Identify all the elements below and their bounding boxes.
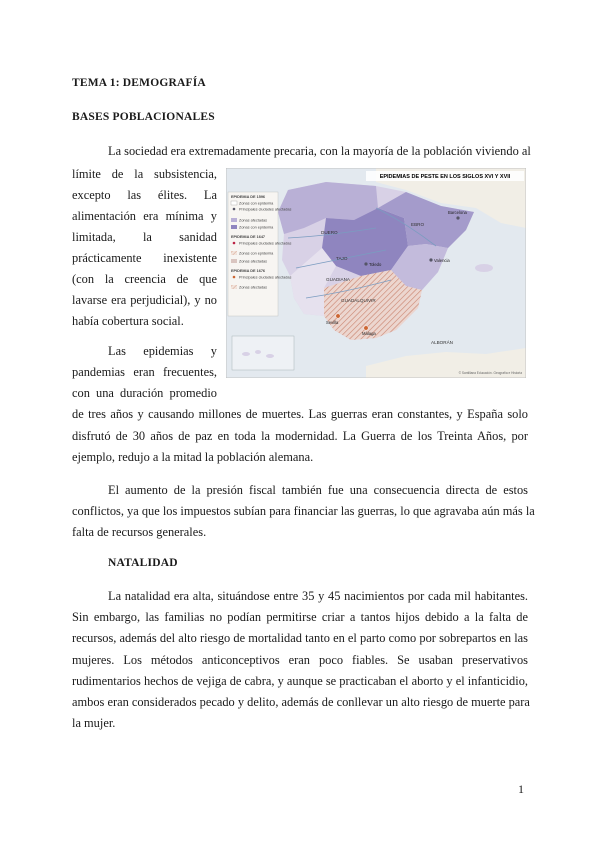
map-title: EPIDEMIAS DE PESTE EN LOS SIGLOS XVI Y XVII	[379, 174, 511, 180]
river-label: GUADALQUIVIR	[341, 298, 376, 303]
legend-group-1647: EPIDEMIA DE 1647	[231, 235, 266, 239]
paragraph-line: La natalidad era alta, situándose entre 35 y 45 nacimientos por cada mil habitantes.	[108, 589, 528, 603]
legend-group-1596: EPIDEMIA DE 1596	[231, 195, 266, 199]
legend-item: Zonas con epidemia	[239, 225, 274, 230]
paragraph-line: había cobertura social.	[72, 314, 184, 328]
city-label: Málaga	[362, 331, 376, 336]
paragraph-line: Las epidemias y	[108, 344, 217, 358]
page-number: 1	[518, 782, 524, 796]
paragraph-line: disfrutó de 30 años de paz en toda la modernidad. La Guerra de los Treinta Años, por	[72, 429, 528, 443]
paragraph-line: limitada, la sanidad	[72, 230, 217, 244]
section-heading-natalidad: NATALIDAD	[108, 557, 178, 569]
legend-item: Principales ciudades afectadas	[239, 241, 292, 246]
legend-group-1676: EPIDEMIA DE 1676	[231, 269, 266, 273]
city-marker	[456, 216, 459, 219]
river-label: TAJO	[336, 256, 348, 261]
paragraph-line: prácticamente inexistente	[72, 251, 217, 265]
city-marker	[364, 262, 367, 265]
paragraph-line: límite de la subsistencia,	[72, 167, 217, 181]
legend-item: Zonas afectadas	[239, 259, 268, 264]
paragraph-line: pandemias eran frecuentes,	[72, 365, 217, 379]
legend-item: Zonas afectadas	[239, 218, 268, 223]
paragraph-line: mujeres. Los métodos anticonceptivos eran poco fiables. Se usaban preservativos	[72, 653, 528, 667]
paragraph-line: recursos, además del alto riesgo de mortalidad tanto en el parto como por sobrepartos en las	[72, 631, 528, 645]
paragraph-line: ejemplo, redujo a la mitad la población alemana.	[72, 450, 314, 464]
city-marker	[429, 258, 432, 261]
legend-item: Zonas afectadas	[239, 285, 268, 290]
balearic-islands	[475, 264, 493, 272]
paragraph-line: El aumento de la presión fiscal también fue una consecuencia directa de estos	[108, 483, 528, 497]
city-label: Sevilla	[326, 320, 339, 325]
city-label: Toledo	[369, 262, 382, 267]
paragraph-line: (con la creencia de que	[72, 272, 217, 286]
legend-item: Zonas con epidemia	[239, 251, 274, 256]
river-label: EBRO	[411, 222, 425, 227]
city-marker	[336, 314, 340, 318]
paragraph-line: alimentación era mínima y	[72, 209, 217, 223]
paragraph-line: rudimentarios hechos de vejiga de cabra, y aunque se practicaban el aborto y el infanticidio,	[72, 674, 528, 688]
legend-item: Principales ciudades afectadas	[239, 275, 292, 280]
plague-epidemics-map	[226, 168, 526, 378]
city-label: Barcelona	[448, 210, 467, 215]
sea-label: ALBORÁN	[431, 340, 453, 345]
river-label: GUADIANA	[326, 277, 350, 282]
canary-inset	[232, 336, 294, 370]
paragraph-line: de tres años y causando millones de muertes. Las guerras eran constantes, y España solo	[72, 407, 528, 421]
legend-item: Zonas con epidemia	[239, 201, 274, 206]
paragraph-line: falta de recursos generales.	[72, 525, 207, 539]
paragraph-line: La sociedad era extremadamente precaria, con la mayoría de la población viviendo al	[108, 144, 531, 158]
paragraph-line: ambos eran considerados pecado y delito, además de conllevar un alto riesgo de muerte para	[72, 695, 530, 709]
river-label: DUERO	[321, 230, 338, 235]
paragraph-line: conflictos, ya que los impuestos subían para financiar las guerras, lo que agravaba aún más la	[72, 504, 535, 518]
title-heading: TEMA 1: DEMOGRAFÍA	[72, 77, 206, 89]
city-marker	[364, 326, 368, 330]
paragraph-line: excepto las élites. La	[72, 188, 217, 202]
legend-item: Principales ciudades afectadas	[239, 207, 292, 212]
city-label: Valencia	[434, 258, 450, 263]
paragraph-line: la mujer.	[72, 716, 116, 730]
map-source: © Santillana Educación. Geografía e Historia	[458, 371, 522, 375]
paragraph-line: Sin embargo, las familias no podían permitirse criar a tantos hijos debido a la falta de	[72, 610, 528, 624]
section-heading-bases: BASES POBLACIONALES	[72, 111, 215, 123]
paragraph-line: lavarse era perjudicial), y no	[72, 293, 217, 307]
paragraph-line: con una duración promedio	[72, 386, 217, 400]
